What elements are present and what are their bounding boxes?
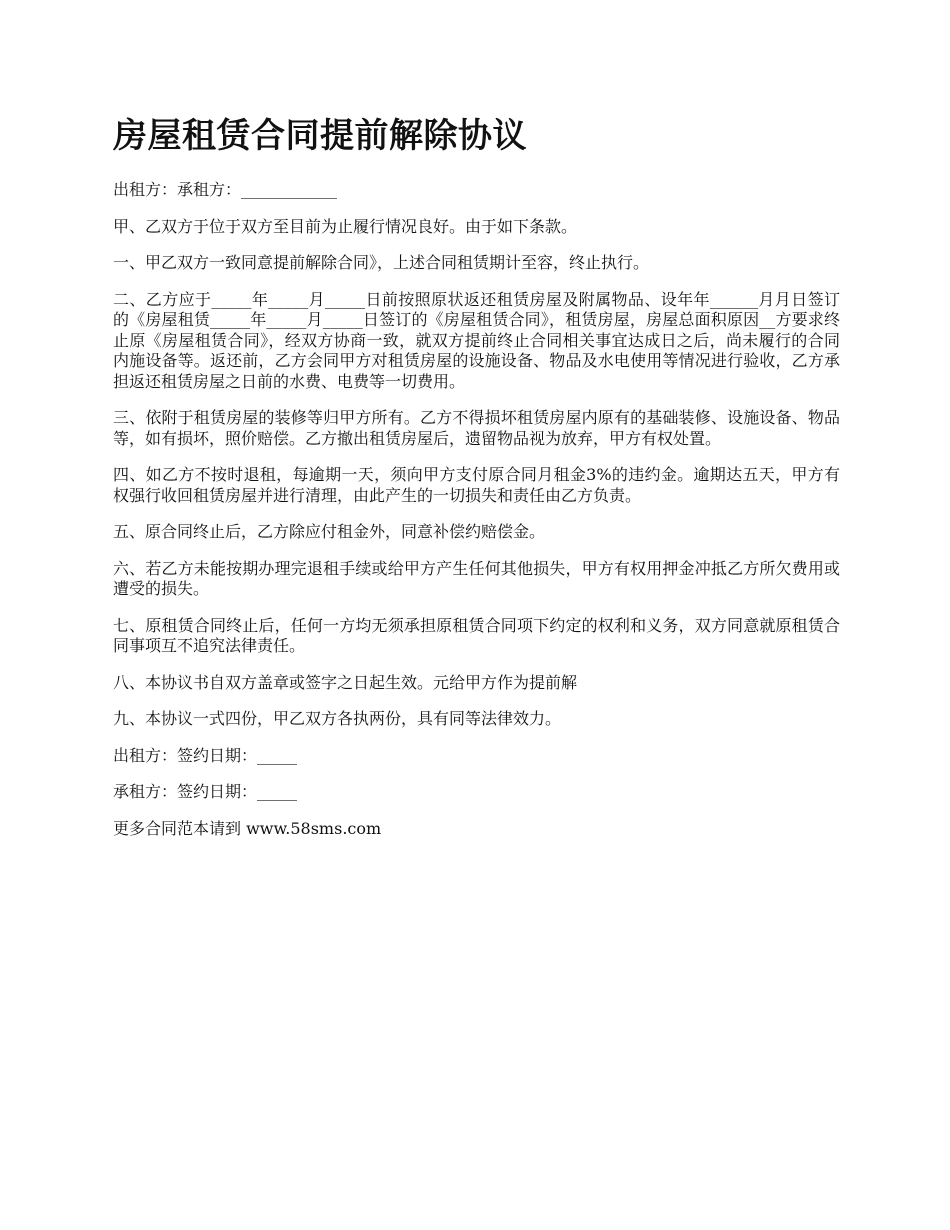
lessee-signature-line: 承租方：签约日期：_____ [113,782,298,801]
document-title: 房屋租赁合同提前解除协议 [113,116,527,156]
clause-9: 九、本协议一式四份，甲乙双方各执两份，具有同等法律效力。 [113,709,562,728]
clause-1: 一、甲乙双方一致同意提前解除合同》，上述合同租赁期计至容，终止执行。 [113,253,650,272]
footer-note: 更多合同范本请到 www.58sms.com [113,818,382,838]
document-body [113,110,840,855]
clause-3: 三、依附于租赁房屋的装修等归甲方所有。乙方不得损坏租赁房屋内原有的基础装修、设施设备、物品等，如有损坏，照价赔偿。乙方撤出租赁房屋后，遗留物品视为放弃，甲方有权处置。 [113,408,840,448]
parties-line: 出租方：承租方：____________ [113,180,338,199]
clause-4: 四、如乙方不按时退租，每逾期一天，须向甲方支付原合同月租金3%的违约金。逾期达五天，甲方有权强行收回租赁房屋并进行清理，由此产生的一切损失和责任由乙方负责。 [113,465,840,505]
intro-paragraph: 甲、乙双方于位于双方至目前为止履行情况良好。由于如下条款。 [113,216,578,236]
clause-7: 七、原租赁合同终止后，任何一方均无须承担原租赁合同项下约定的权利和义务，双方同意就原租赁合同事项互不追究法律责任。 [113,615,840,655]
clause-8: 八、本协议书自双方盖章或签字之日起生效。元给甲方作为提前解 [113,672,578,692]
clause-2: 二、乙方应于_____年_____月_____日前按照原状返还租赁房屋及附属物品、设年年______月月日签订的《房屋租赁_____年_____月_____日签订的《房屋租赁合同》，租赁房屋，房屋总面积原因__方要求终止原《房屋租赁合同》，经双方协商一致，就双方提前终止合同相关事宜达成日之后，尚未履行的合同内施设备等。返还前，乙方会同甲方对租赁房屋的设施设备、物品及水电使用等情况进行验收，乙方承担返还租赁房屋之日前的水费、电费等一切费用。 [113,289,840,391]
clause-5: 五、原合同终止后，乙方除应付租金外，同意补偿约赔偿金。 [113,522,546,541]
clause-6: 六、若乙方未能按期办理完退租手续或给甲方产生任何其他损失，甲方有权用押金冲抵乙方所欠费用或遭受的损失。 [113,558,840,598]
lessor-signature-line: 出租方：签约日期：_____ [113,745,298,765]
